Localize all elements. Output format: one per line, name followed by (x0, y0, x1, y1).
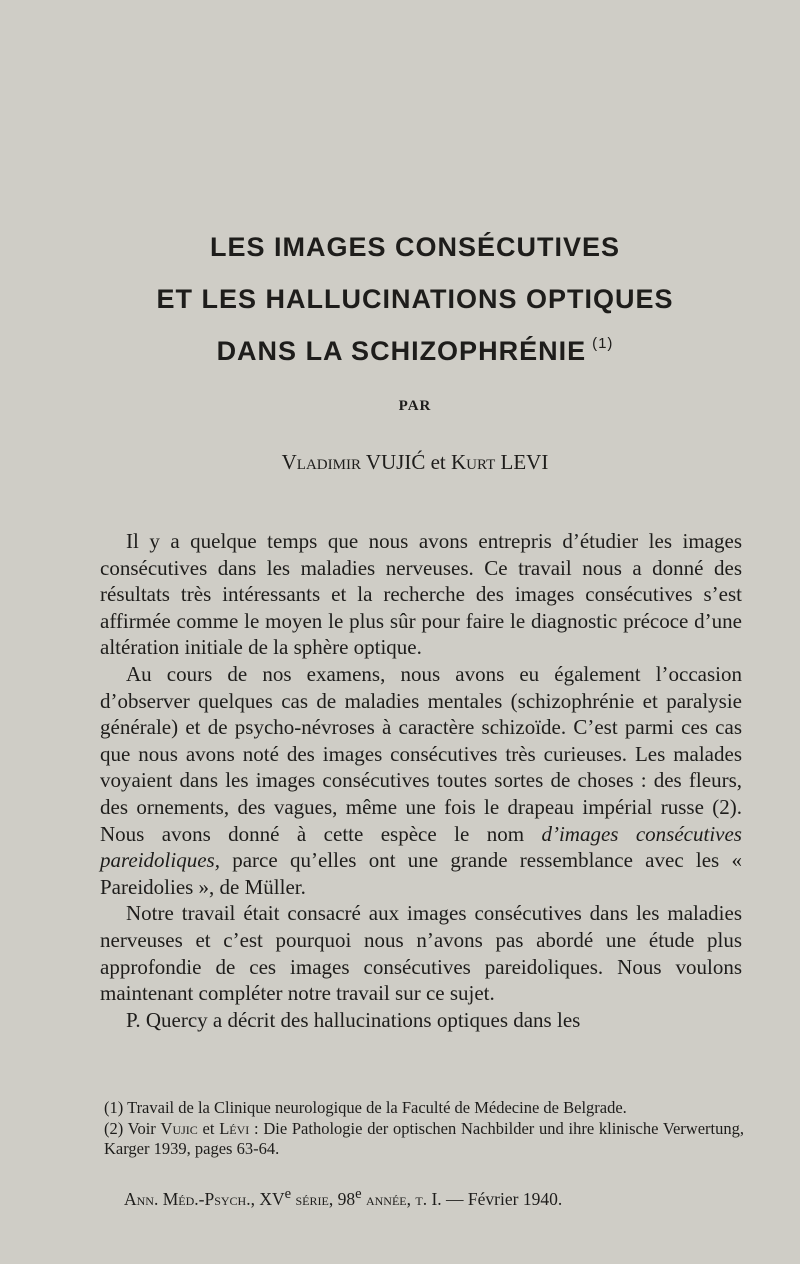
footnote-1: (1) Travail de la Clinique neurologique de la Faculté de Médecine de Belgrade. (104, 1098, 627, 1117)
paragraph-1: Il y a quelque temps que nous avons entrepris d’étudier les images consécutives dans les maladies nerveuses. Ce travail nous a donné des résultats très intéressants et la recherche des images consécutives s’est affirmée comme le moyen le plus sûr pour faire le diagnostic précoce d’une altération initiale de la sphère optique. (100, 529, 742, 660)
footer-date: — Février 1940. (446, 1188, 563, 1209)
footer-journal: Ann. Méd.-Psych., (124, 1188, 255, 1209)
author-1-given-name: Vladimir (281, 450, 361, 474)
paragraph-3: Notre travail était consacré aux images consécutives dans les maladies nerveuses et c’est pourquoi nous n’avons pas abordé une étude plus approfondie de ces images consécutives pareidoliques. Nous voulons maintenant compléter notre travail sur ce sujet. (100, 901, 742, 1006)
footer-series (259, 1186, 334, 1209)
paragraph-4: P. Quercy a décrit des hallucinations optiques dans les (126, 1007, 581, 1032)
title-line-2: ET LES HALLUCINATIONS OPTIQUES (156, 284, 674, 314)
authors (0, 450, 800, 475)
title-line-3-text: DANS LA SCHIZOPHRÉNIE (216, 336, 587, 366)
author-2-given-name: Kurt (451, 450, 496, 474)
author-2-family-name: LEVI (500, 450, 549, 474)
footnote-2-rest: : Die Pathologie der optischen Nachbilder und ihre klinische Verwertung, Karger 1939, pages 63-64. (104, 1118, 744, 1158)
footer-year-word: année, (365, 1188, 411, 1209)
title-footnote-marker: (1) (592, 335, 614, 352)
journal-footer (124, 1186, 744, 1210)
author-conjunction: et (430, 450, 446, 474)
paragraph-2-end: parce qu’elles ont une grande ressemblance avec les « Pareidolies », de Müller. (100, 848, 742, 899)
paragraph-2-start: Au cours de nos examens, nous avons eu également l’occasion d’observer quelques cas de maladies mentales (schizophrénie et paralysie générale) et de psycho-névroses à caractère schizoïde. C’est parmi ces cas que nous avons noté des images consécutives très curieuses. Les malades voyaient dans les images consécutives toutes sortes de choses : des fleurs, des ornements, des vagues, même une fois le drapeau impérial russe (2). Nous avons donné à cette espèce le nom (100, 661, 742, 846)
footnote-2 (104, 1119, 744, 1160)
footer-year (337, 1186, 411, 1209)
article-body (100, 528, 742, 1033)
title-line-1: LES IMAGES CONSÉCUTIVES (209, 232, 621, 262)
author-1-family-name: VUJIĆ (365, 450, 426, 474)
par-label: PAR (398, 398, 432, 414)
footer-series-num: XV (259, 1188, 285, 1209)
footer-series-word: série, (295, 1188, 334, 1209)
footnotes (104, 1098, 744, 1160)
footnote-2-author-1: Vujic (160, 1118, 198, 1138)
paragraph-2 (100, 661, 742, 900)
paragraph-2-italic-term: d’images consécutives pareidoliques, (100, 821, 742, 873)
footnote-2-mid: et (197, 1118, 220, 1138)
footer-tome: t. I. (415, 1188, 442, 1209)
footnote-2-author-2: Lévi (219, 1118, 250, 1138)
title-line-3 (0, 335, 800, 367)
footer-year-sup: e (355, 1186, 362, 1202)
footer-series-sup: e (284, 1186, 292, 1202)
footer-year-num: 98 (337, 1188, 356, 1209)
footnote-2-prefix: (2) Voir (104, 1118, 161, 1138)
